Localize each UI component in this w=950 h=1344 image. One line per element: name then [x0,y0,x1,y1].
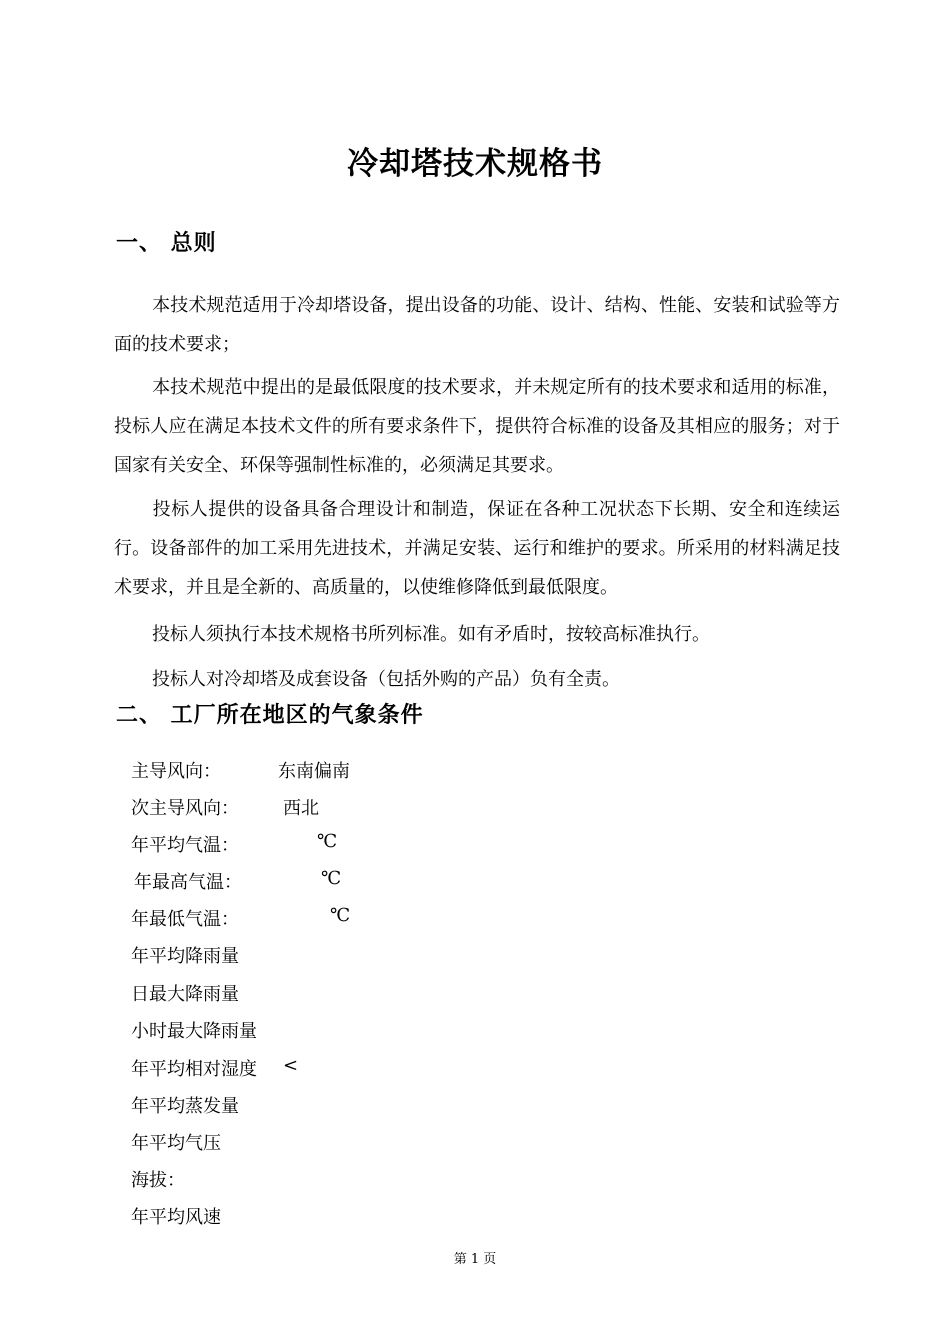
weather-label: 年平均风速 [131,1207,221,1228]
section-heading-general: 一、 总则 [116,230,217,256]
weather-value: < [283,1055,299,1076]
paragraph-standards: 投标人须执行本技术规格书所列标准。如有矛盾时，按较高标准执行。 [152,624,710,645]
weather-label: 年平均蒸发量 [131,1096,239,1117]
weather-value: ℃ [330,905,351,926]
weather-label: 年平均降雨量 [131,946,239,967]
document-title: 冷却塔技术规格书 [347,146,603,182]
paragraph-design-manufacture [114,490,840,607]
paragraph-text: 本技术规范适用于冷却塔设备，提出设备的功能、设计、结构、性能、安装和试验等方面的技术要求； [114,295,840,355]
paragraph-text: 本技术规范中提出的是最低限度的技术要求，并未规定所有的技术要求和适用的标准，投标人应在满足本技术文件的所有要求条件下，提供符合标准的设备及其相应的服务；对于国家有关安全、环保等强制性标准的，必须满足其要求。 [114,377,840,476]
weather-label: 主导风向： [131,761,221,782]
paragraph-responsibility: 投标人对冷却塔及成套设备（包括外购的产品）负有全责。 [152,669,620,690]
page-number: 第 1 页 [453,1252,497,1267]
paragraph-scope [114,286,840,364]
section-heading-weather: 二、 工厂所在地区的气象条件 [116,702,424,728]
weather-label: 年最低气温： [131,909,239,930]
weather-label: 年平均气温： [131,835,239,856]
weather-label: 海拔： [131,1170,185,1191]
weather-label: 年最高气温： [134,872,242,893]
weather-label: 日最大降雨量 [131,984,239,1005]
weather-label: 小时最大降雨量 [131,1021,257,1042]
weather-label: 年平均气压 [131,1133,221,1154]
weather-value: 东南偏南 [278,761,350,782]
paragraph-minimum-requirements [114,368,840,485]
weather-value: ℃ [317,831,338,852]
weather-value: ℃ [321,868,342,889]
weather-label: 次主导风向： [131,798,239,819]
weather-value: 西北 [283,798,319,819]
weather-label: 年平均相对湿度 [131,1059,257,1080]
paragraph-text: 投标人提供的设备具备合理设计和制造，保证在各种工况状态下长期、安全和连续运行。设备部件的加工采用先进技术，并满足安装、运行和维护的要求。所采用的材料满足技术要求，并且是全新的、高质量的，以使维修降低到最低限度。 [114,499,840,598]
